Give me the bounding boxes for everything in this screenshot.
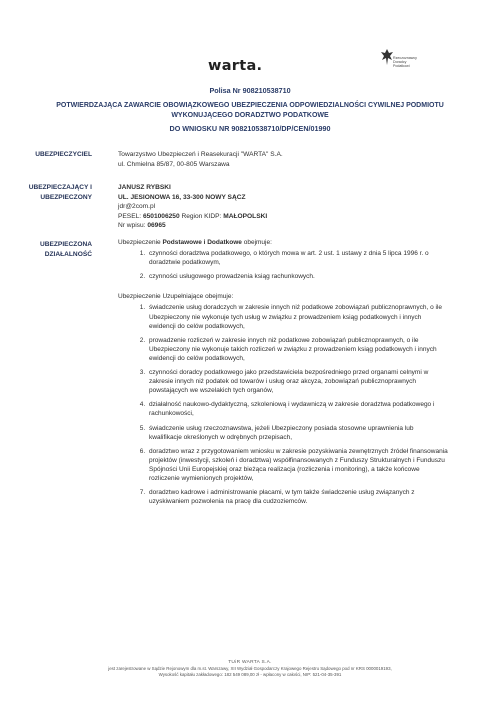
policyholder-label-line2: UBEZPIECZONY bbox=[40, 193, 92, 201]
policyholder-info bbox=[118, 183, 267, 231]
basic-intro-bold: Podstawowe i Dodatkowe bbox=[162, 239, 242, 246]
footer-line2: Wysokość kapitału zakładowego: 182 549 089,00 zł - wpłacony w całości, NIP: 521-04-35-391 bbox=[158, 671, 342, 677]
list-item: 4. działalność naukowo-dydaktyczną, szkoleniową i wydawniczą w zakresie doradztwa podatkowego i rachunkowości, bbox=[147, 400, 448, 418]
policyholder-email: jdr@2com.pl bbox=[118, 203, 156, 211]
basic-scope-intro bbox=[118, 238, 448, 247]
wpis-value: 06965 bbox=[147, 222, 166, 230]
policyholder-name: JANUSZ RYBSKI bbox=[118, 184, 171, 191]
seal-text: Rzeczoznawcy Doradcy Podatkowi bbox=[393, 56, 417, 69]
basic-intro-suffix: obejmuje: bbox=[241, 239, 272, 246]
insurance-scope bbox=[118, 238, 448, 511]
policyholder-wpis-line bbox=[118, 221, 267, 231]
application-number: DO WNIOSKU NR 908210538710/DP/CEN/01990 bbox=[169, 124, 331, 133]
list-item: 1. czynności doradztwa podatkowego, o których mowa w art. 2 ust. 1 ustawy z dnia 5 lipca 1996 r. o doradztwie podatkowym, bbox=[147, 249, 448, 267]
eagle-icon bbox=[380, 48, 394, 66]
list-item: 2. czynności usługowego prowadzenia ksiąg rachunkowych. bbox=[147, 272, 448, 281]
confirmation-title: POTWIERDZAJĄCA ZAWARCIE OBOWIĄZKOWEGO UBEZPIECZENIA ODPOWIEDZIALNOŚCI CYWILNEJ PODMIOTU WYKONUJĄCEGO DORADZTWO PODATKOWE bbox=[56, 102, 444, 119]
basic-scope-list bbox=[118, 249, 448, 281]
wpis-label: Nr wpisu: bbox=[118, 222, 148, 230]
policy-number: Polisa Nr 908210538710 bbox=[209, 86, 291, 95]
footer bbox=[40, 660, 460, 677]
insured-activity-label-line1: UBEZPIECZONA bbox=[39, 241, 92, 248]
footer-line1: jest zarejestrowane w Sądzie Rejonowym dla m.st. Warszawy, XII Wydział Gospodarczy Krajowego Rejestru Sądowego pod nr KRS 0000019193, bbox=[108, 665, 392, 671]
basic-intro-prefix: Ubezpieczenie bbox=[118, 239, 163, 246]
region-value: MAŁOPOLSKI bbox=[223, 212, 268, 220]
list-item: 5. świadczenie usług rzeczoznawstwa, jeżeli Ubezpieczony posiada stosowne uprawnienia lub kwalifikacje określonych w odrębnych przepisach, bbox=[147, 424, 448, 442]
insured-activity-label bbox=[0, 240, 92, 259]
insured-activity-label-line2: DZIAŁALNOŚĆ bbox=[44, 250, 92, 258]
region-label: Region KIDP: bbox=[179, 212, 224, 220]
policyholder-label-line1: UBEZPIECZAJĄCY I bbox=[28, 184, 92, 191]
extended-scope-list bbox=[118, 303, 448, 506]
warta-logo: warta. bbox=[208, 58, 263, 74]
insurer-name: Towarzystwo Ubezpieczeń i Reasekuracji "WARTA" S.A. bbox=[118, 151, 283, 158]
list-item: 6. doradztwo wraz z przygotowaniem wniosku w zakresie pozyskiwania zewnętrznych źródeł finansowania projektów (inwestycji, szkoleń i doradztwa) współfinansowanych z Funduszy Strukturalnych i Funduszu Spójności Unii Europejskiej oraz bieżąca realizacja (rozliczenia i monitoring), a także końcowe rozliczenie wymienionych projektów, bbox=[147, 447, 448, 483]
list-item: 3. czynności doradcy podatkowego jako przedstawiciela bezpośredniego przed organami celnymi w zakresie innych niż podatek od towarów i usług oraz akcyza, zobowiązań publicznoprawnych powstających we wszelakich tych organów, bbox=[147, 368, 448, 395]
policyholder-label bbox=[0, 183, 92, 202]
policyholder-pesel-line bbox=[118, 212, 267, 222]
pesel-value: 6501006250 bbox=[142, 212, 180, 220]
footer-company: TUiR WARTA S.A. bbox=[228, 660, 272, 665]
pesel-label: PESEL: bbox=[118, 212, 143, 220]
kidp-seal-logo bbox=[380, 48, 420, 76]
insurer-address: ul. Chmielna 85/87, 00-805 Warszawa bbox=[118, 160, 230, 168]
list-item: 1. świadczenie usług doradczych w zakresie innych niż podatkowe zobowiązań publicznoprawnych, o ile Ubezpieczony nie wykonuje tych usług w związku z prowadzeniem ksiąg podatkowych i innych ewidencji do celów podatkowych, bbox=[147, 303, 448, 330]
list-item: 7. doradztwo kadrowe i administrowanie płacami, w tym także świadczenie usług związanych z uzyskiwaniem pozwolenia na pracę dla cudzoziemców. bbox=[147, 488, 448, 506]
extended-scope-intro: Ubezpieczenie Uzupełniające obejmuje: bbox=[118, 293, 234, 301]
policyholder-address: UL. JESIONOWA 16, 33-300 NOWY SĄCZ bbox=[118, 193, 246, 201]
insurer-label: UBEZPIECZYCIEL bbox=[35, 151, 92, 158]
insurer-info bbox=[118, 150, 283, 169]
list-item: 2. prowadzenie rozliczeń w zakresie innych niż podatkowe zobowiązań publicznoprawnych, o ile Ubezpieczony nie wykonuje takich rozliczeń w związku z prowadzeniem ksiąg podatkowych i innych ewidencji do celów podatkowych, bbox=[147, 336, 448, 363]
